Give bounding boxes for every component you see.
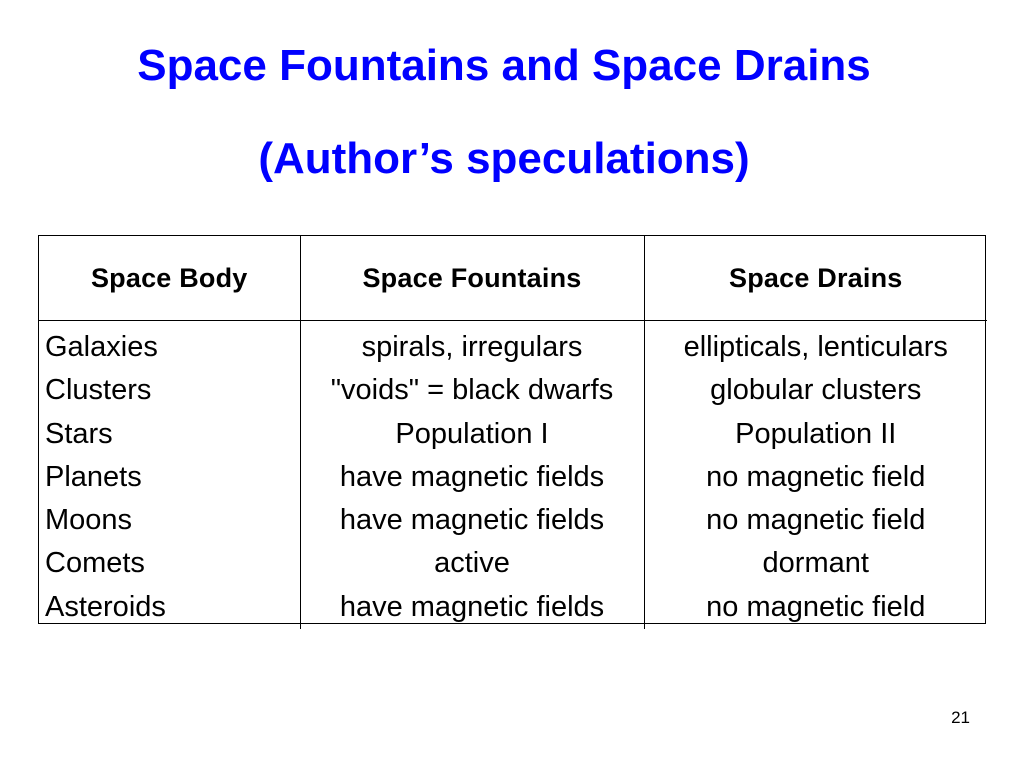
cell-space-fountain: spirals, irregulars <box>361 331 583 363</box>
cell-space-drain: Population II <box>735 417 897 450</box>
header-space-drains: Space Drains <box>644 236 987 321</box>
cell-space-body: Stars <box>45 417 113 450</box>
cell-space-body: Asteroids <box>45 590 166 623</box>
cell-space-body: Moons <box>45 504 133 537</box>
cell-space-drain: no magnetic field <box>706 460 926 493</box>
cell-space-body: Planets <box>45 460 142 493</box>
cell-space-drain: no magnetic field <box>706 590 926 623</box>
cell-space-drain: dormant <box>762 547 869 580</box>
space-drains-column <box>644 321 987 630</box>
cell-space-fountain: have magnetic fields <box>339 504 605 537</box>
comparison-table <box>38 235 986 624</box>
cell-space-body: Comets <box>45 547 145 580</box>
cell-space-fountain: have magnetic fields <box>339 460 605 493</box>
cell-space-body: Galaxies <box>45 331 158 363</box>
cell-space-body: Clusters <box>45 374 152 407</box>
table-header-row <box>39 236 987 321</box>
cell-space-drain: no magnetic field <box>706 504 926 537</box>
cell-space-fountain: active <box>434 547 510 580</box>
slide-title: Space Fountains and Space Drains <box>137 41 871 90</box>
cell-space-drain: globular clusters <box>710 374 922 407</box>
table-body-row <box>39 321 987 630</box>
space-fountains-column <box>300 321 644 630</box>
page-number: 21 <box>951 708 970 727</box>
cell-space-fountain: Population I <box>395 417 549 450</box>
header-space-body: Space Body <box>39 236 300 321</box>
cell-space-fountain: "voids" = black dwarfs <box>330 374 614 407</box>
space-body-column <box>39 321 300 630</box>
cell-space-drain: ellipticals, lenticulars <box>683 331 948 363</box>
cell-space-fountain: have magnetic fields <box>339 590 605 623</box>
slide-subtitle: (Author’s speculations) <box>258 134 750 183</box>
header-space-fountains: Space Fountains <box>300 236 644 321</box>
